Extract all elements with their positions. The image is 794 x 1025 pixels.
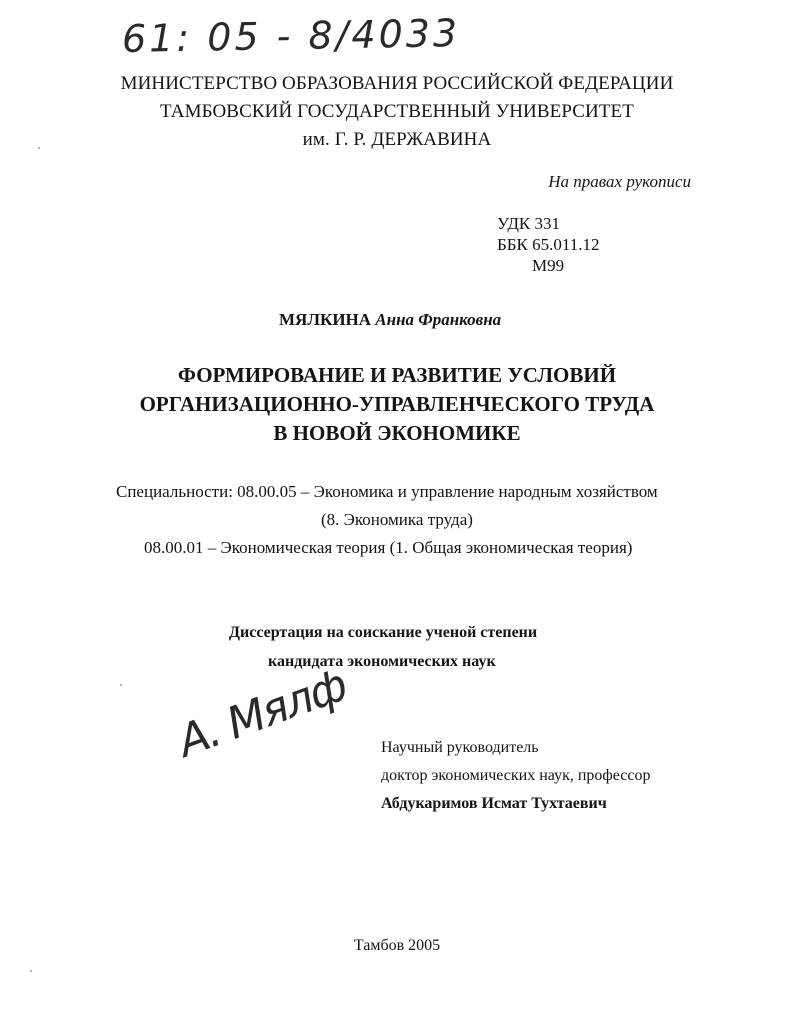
dissertation-degree-line-1: Диссертация на соискание ученой степени [229, 624, 538, 641]
scan-speck [30, 970, 32, 972]
university-name: ТАМБОВСКИЙ ГОСУДАРСТВЕННЫЙ УНИВЕРСИТЕТ [160, 101, 634, 122]
udk-code: УДК 331 [497, 214, 561, 233]
bbk-code: ББК 65.011.12 [497, 235, 600, 254]
dissertation-title-line-1: ФОРМИРОВАНИЕ И РАЗВИТИЕ УСЛОВИЙ [177, 363, 617, 387]
author-given-name: Анна Франковна [375, 310, 502, 329]
speciality-line-1: Специальности: 08.00.05 – Экономика и управление народным хозяйством [116, 482, 658, 501]
author-name [279, 310, 501, 330]
university-named-after: им. Г. Р. ДЕРЖАВИНА [302, 129, 492, 150]
dissertation-title-line-2: ОРГАНИЗАЦИОННО-УПРАВЛЕНЧЕСКОГО ТРУДА [139, 392, 655, 416]
speciality-line-2: (8. Экономика труда) [321, 510, 473, 529]
author-signature: А. Мялф [171, 659, 353, 768]
scan-speck [120, 684, 122, 686]
rights-note: На правах рукописи [548, 172, 691, 191]
city-year: Тамбов 2005 [353, 937, 441, 954]
advisor-degree: доктор экономических наук, профессор [381, 767, 651, 784]
author-sign-code: М99 [532, 256, 565, 275]
ministry-name: МИНИСТЕРСТВО ОБРАЗОВАНИЯ РОССИЙСКОЙ ФЕДЕРАЦИИ [120, 73, 674, 94]
speciality-line-3: 08.00.01 – Экономическая теория (1. Общая экономическая теория) [144, 538, 633, 557]
advisor-name: Абдукаримов Исмат Тухтаевич [381, 795, 607, 812]
dissertation-title-line-3: В НОВОЙ ЭКОНОМИКЕ [273, 421, 521, 445]
author-surname: МЯЛКИНА [279, 310, 372, 329]
advisor-label: Научный руководитель [381, 739, 539, 756]
dissertation-degree-line-2: кандидата экономических наук [268, 653, 496, 670]
archive-number: 61: 05 - 8/4033 [121, 11, 461, 61]
scan-speck [38, 147, 40, 149]
